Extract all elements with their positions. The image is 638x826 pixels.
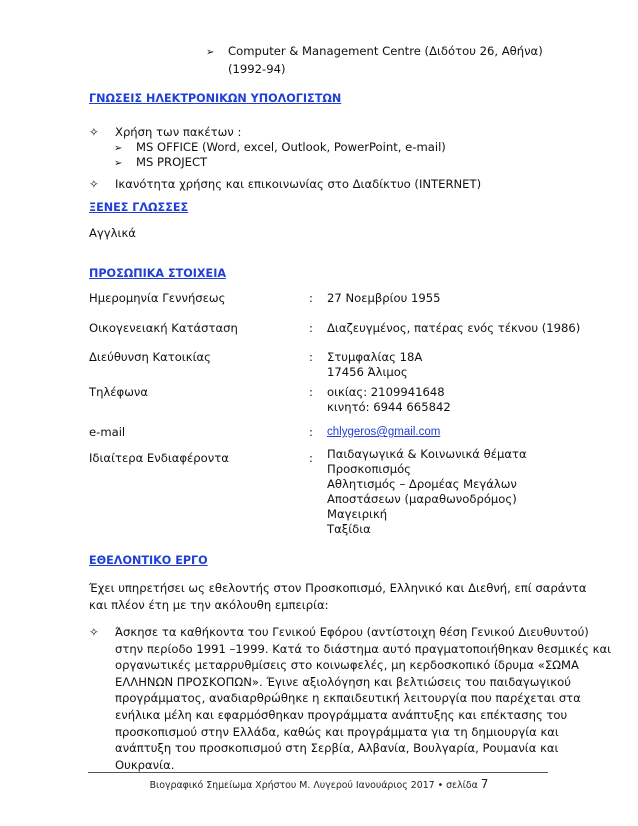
birth-value: 27 Νοεμβρίου 1955 [327,291,441,305]
page-footer [0,777,638,793]
colon: : [309,385,313,399]
bullet-line: ΕΛΛΗΝΩΝ ΠΡΟΣΚΟΠΩΝ». Έγινε αξιολόγηση και βελτιώσεις του παιδαγωγικού [115,674,571,689]
address-label: Διεύθυνση Κατοικίας [89,350,211,364]
bullet-line: Ουκρανία. [115,757,175,772]
phone-line: κινητό: 6944 665842 [327,400,451,414]
bullet-line: οργανωτικές μεταρρυθμίσεις στο κοινωφελές, μη κερδοσκοπικό ίδρυμα «ΣΩΜΑ [115,658,579,673]
bullet-line: προσκοπισμού στην Ελλάδα, καθώς και προγράμματα για τη δημιουργία και [115,724,559,739]
interest-item: Προσκοπισμός [327,462,411,476]
package-item-text: MS OFFICE (Word, excel, Outlook, PowerPoint, e-mail) [136,140,446,154]
bullet-line: προγράμματος, αναδιαρθρώθηκε η εκπαιδευτική λειτουργία που παρέχεται στα [115,691,581,706]
education-item-line1: Computer & Management Centre (Διδότου 26, Αθήνα) [228,44,543,58]
phone-label: Τηλέφωνα [89,385,149,399]
arrow-bullet-icon: ➢ [206,47,215,58]
marital-value: Διαζευγμένος, πατέρας ενός τέκνου (1986) [327,321,581,335]
page-number: 7 [480,777,489,791]
arrow-bullet-icon: ➢ [114,143,123,154]
internet-text: Ικανότητα χρήσης και επικοινωνίας στο Διαδίκτυο (INTERNET) [115,177,482,191]
phone-line: οικίας: 2109941648 [327,385,445,399]
bullet-line: ανάπτυξη του προσκοπισμού στη Σερβία, Αλβανία, Βουλγαρία, Ρουμανία και [115,741,559,756]
interest-item: Μαγειρική [327,507,388,521]
footer-text: Βιογραφικό Σημείωμα Χρήστου Μ. Λυγερού Ιανουάριος 2017 • σελίδα [149,780,478,791]
colon: : [309,425,313,439]
volunteer-bullet-text [115,624,611,773]
languages-heading: ΞΕΝΕΣ ΓΛΩΣΣΕΣ [89,201,189,214]
colon: : [309,350,313,364]
intro-line: και πλέον έτη με την ακόλουθη εμπειρία: [89,597,329,612]
education-item-years: (1992-94) [228,62,286,76]
internet-bullet [89,177,481,192]
packages-label: Χρήση των πακέτων : [115,125,242,139]
package-item [114,155,207,171]
interests-label: Ιδιαίτερα Ενδιαφέροντα [89,451,229,465]
bullet-line: ενήλικα μέλη και εφαρμόσθηκαν προγράμματα ανάπτυξης και επέκτασης του [115,707,568,722]
email-label: e-mail [89,425,126,439]
volunteer-intro [89,580,586,613]
interest-item: Παιδαγωγικά & Κοινωνικά θέματα [327,447,527,461]
education-item [206,44,543,60]
marital-label: Οικογενειακή Κατάσταση [89,321,238,335]
package-item [114,140,446,156]
volunteer-heading: ΕΘΕΛΟΝΤΙΚΟ ΕΡΓΟ [89,554,208,567]
personal-heading: ΠΡΟΣΩΠΙΚΑ ΣΤΟΙΧΕΙΑ [89,267,227,280]
package-item-text: MS PROJECT [136,155,208,169]
email-link[interactable]: chlygeros@gmail.com [327,426,441,438]
bullet-line: στην περίοδο 1991 –1999. Κατά το διάστημα αυτό πραγματοποιήθηκαν θεσμικές και [115,641,612,656]
bullet-line: Άσκησε τα καθήκοντα του Γενικού Εφόρου (αντίστοιχη θέση Γενικού Διευθυντού) [115,625,589,639]
interest-item: Αποστάσεων (μαραθωνοδρόμος) [327,492,517,506]
colon: : [309,451,313,465]
interest-item: Ταξίδια [327,522,371,536]
arrow-bullet-icon: ➢ [114,158,123,169]
address-line: 17456 Άλιμος [327,365,408,379]
intro-line: Έχει υπηρετήσει ως εθελοντής στον Προσκοπισμό, Ελληνικό και Διεθνή, επί σαράντα [89,581,587,595]
colon: : [309,321,313,335]
birth-label: Ημερομηνία Γεννήσεως [89,291,226,305]
interest-item: Αθλητισμός – Δρομέας Μεγάλων [327,477,517,491]
diamond-bullet-icon: ✧ [89,125,99,139]
colon: : [309,291,313,305]
packages-bullet [89,125,241,140]
footer-divider [88,772,548,773]
computer-skills-heading: ΓΝΩΣΕΙΣ ΗΛΕΚΤΡΟΝΙΚΩΝ ΥΠΟΛΟΓΙΣΤΩΝ [89,92,342,105]
address-line: Στυμφαλίας 18Α [327,350,423,364]
languages-value: Αγγλικά [89,226,136,240]
diamond-bullet-icon: ✧ [89,177,99,191]
diamond-bullet-icon: ✧ [89,625,99,639]
